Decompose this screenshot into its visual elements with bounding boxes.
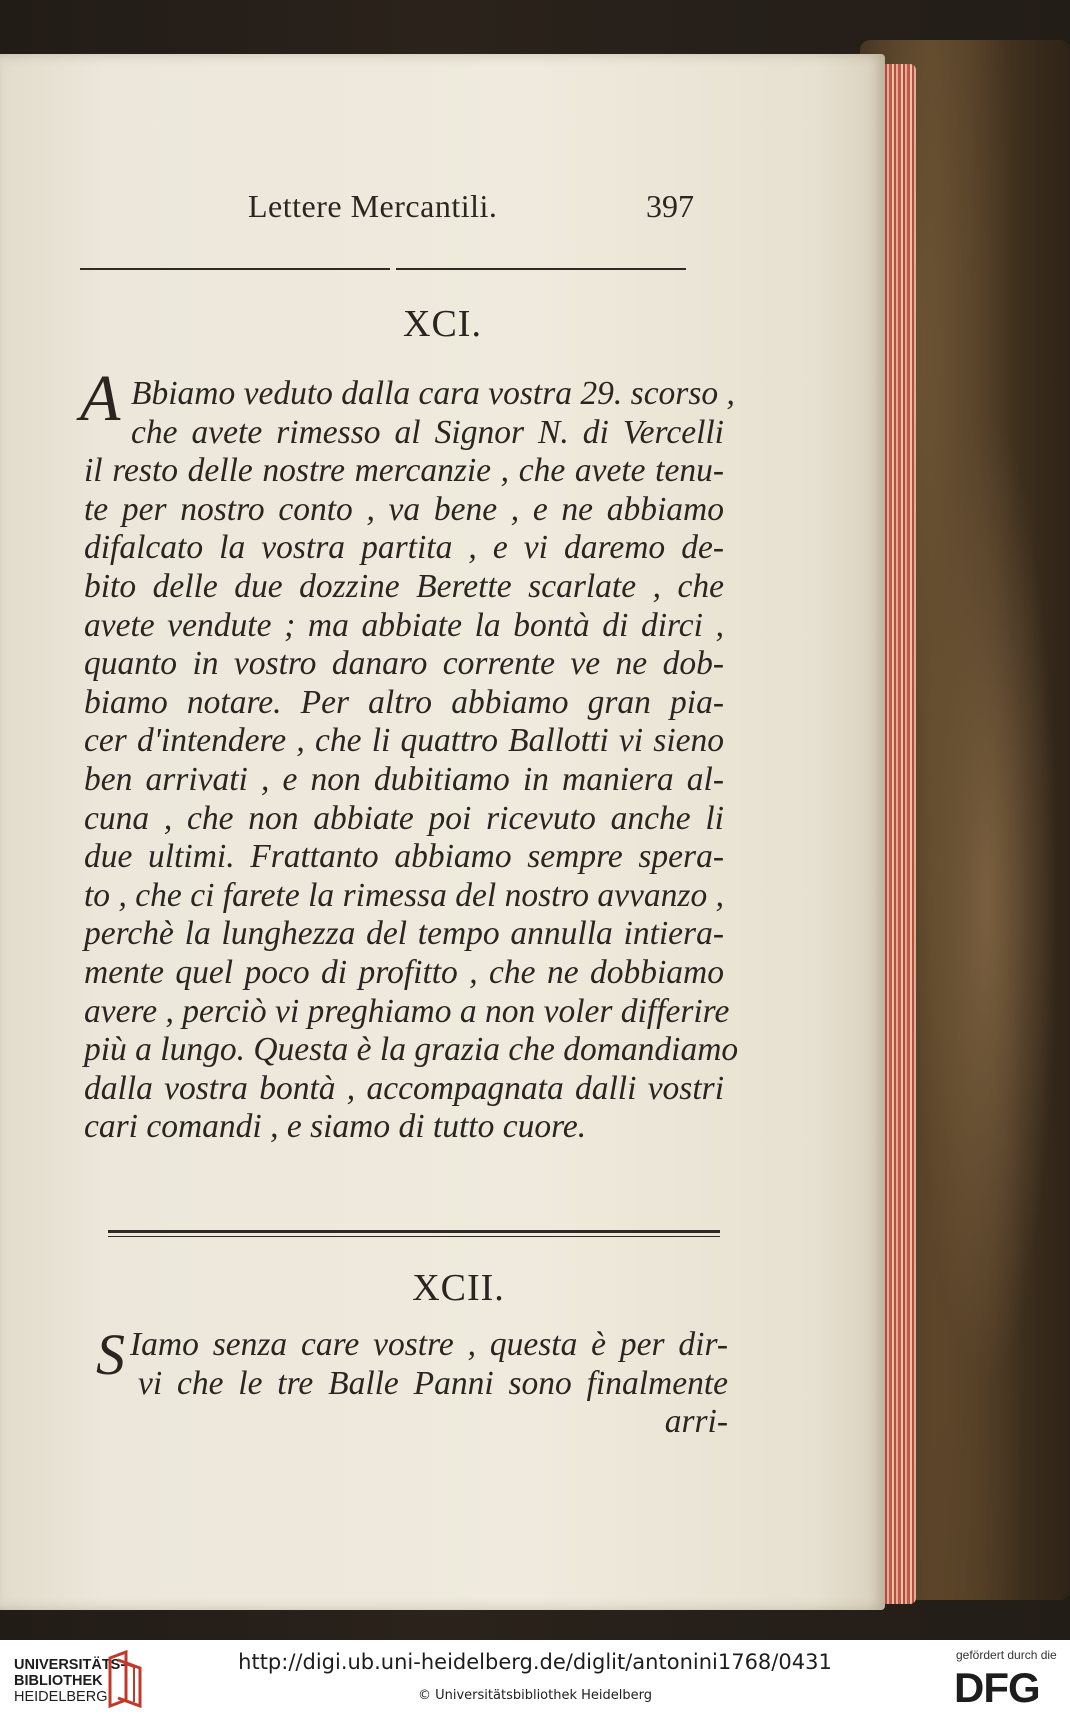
- text-line: il resto delle nostre mercanzie , che avete tenu-: [84, 452, 724, 490]
- text-line: avete vendute ; ma abbiate la bontà di dirci ,: [84, 606, 724, 644]
- text-line: che avete rimesso al Signor N. di Vercelli: [131, 413, 724, 451]
- text-line: due ultimi. Frattanto abbiamo sempre spera-: [84, 838, 724, 876]
- letter-92-drop-cap: S: [96, 1322, 125, 1387]
- letter-91-drop-cap: A: [80, 362, 121, 435]
- section-rule-thick: [108, 1230, 720, 1233]
- running-head: [0, 188, 885, 228]
- red-page-edges: [880, 64, 916, 1604]
- page-number: 397: [646, 188, 694, 224]
- text-line: difalcato la vostra partita , e vi daremo de-: [84, 529, 724, 567]
- text-line: quanto in vostro danaro corrente ve ne dob-: [84, 645, 724, 683]
- permalink-url[interactable]: http://digi.ub.uni-heidelberg.de/diglit/antonini1768/0431: [238, 1650, 832, 1674]
- library-name-line-1: UNIVERSITÄTS-: [14, 1657, 126, 1673]
- library-name-line-2: BIBLIOTHEK: [14, 1673, 103, 1689]
- dfg-logo: DFG: [954, 1664, 1040, 1711]
- text-line: ben arrivati , e non dubitiamo in maniera al-: [84, 760, 724, 798]
- text-line: cer d'intendere , che li quattro Ballotti vi sieno: [84, 722, 724, 760]
- letter-92-heading: XCII.: [412, 1267, 505, 1309]
- text-line: Iamo senza care vostre , questa è per dir-: [130, 1326, 728, 1363]
- header-rule-right: [396, 268, 686, 270]
- text-line: perchè la lunghezza del tempo annulla intiera-: [84, 915, 724, 953]
- text-line: dalla vostra bontà , accompagnata dalli vostri: [84, 1069, 724, 1107]
- text-line: bito delle due dozzine Berette scarlate , che: [84, 567, 724, 605]
- running-title: Lettere Mercantili.: [248, 188, 498, 224]
- letter-91-body: [84, 375, 739, 1147]
- text-line: biamo notare. Per altro abbiamo gran pia-: [84, 683, 724, 721]
- letter-92-body: [108, 1326, 728, 1442]
- text-line: avere , perciò vi preghiamo a non voler differire: [84, 992, 730, 1030]
- library-name-line-3: HEIDELBERG: [14, 1689, 108, 1705]
- text-line: mente quel poco di profitto , che ne dobbiamo: [84, 953, 724, 991]
- text-line: te per nostro conto , va bene , e ne abbiamo: [84, 490, 724, 528]
- footer-bar: [0, 1640, 1070, 1718]
- text-line: to , che ci farete la rimessa del nostro avvanzo ,: [84, 876, 724, 914]
- text-line: cari comandi , e siamo di tutto cuore.: [84, 1108, 587, 1146]
- funder-label: gefördert durch die: [956, 1648, 1057, 1662]
- catchword: arri-: [664, 1403, 728, 1441]
- text-line: vi che le tre Balle Panni sono finalmente: [138, 1364, 728, 1402]
- header-rule-left: [80, 268, 390, 270]
- text-line: Bbiamo veduto dalla cara vostra 29. scorso ,: [131, 375, 735, 412]
- text-line: cuna , che non abbiate poi ricevuto anche li: [84, 799, 724, 837]
- section-rule-thin: [108, 1236, 720, 1237]
- letter-91-heading: XCI.: [403, 303, 482, 345]
- text-line: più a lungo. Questa è la grazia che domandiamo: [84, 1031, 739, 1069]
- copyright-notice: © Universitätsbibliothek Heidelberg: [417, 1688, 652, 1703]
